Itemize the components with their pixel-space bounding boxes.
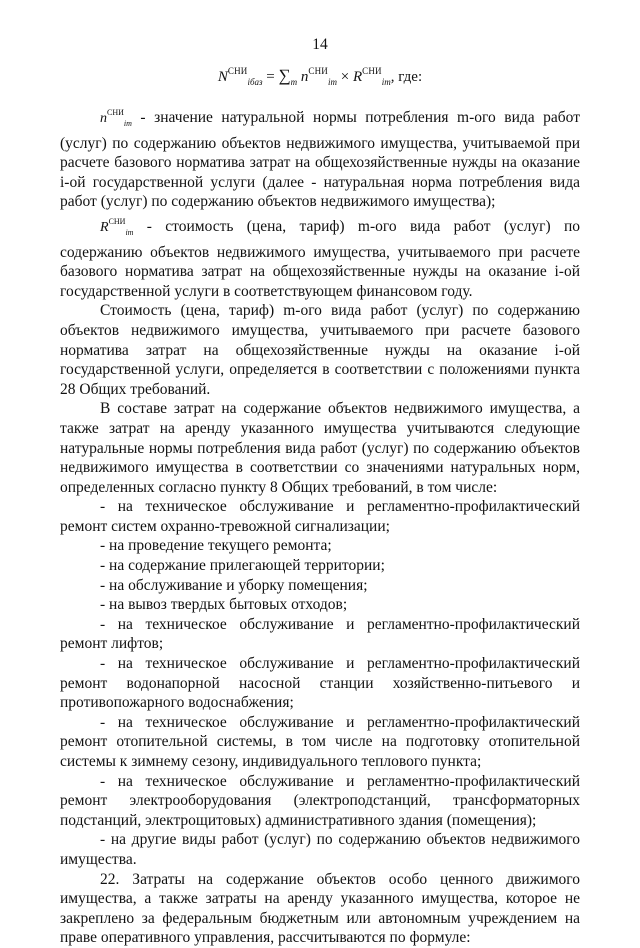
document-body: [60, 103, 580, 948]
formula-sum-index: m: [290, 77, 298, 87]
page-number: 14: [312, 36, 328, 53]
definition-n: $n^{СНИ}_{im}$ - значение натуральной нормы потребления m-ого вида работ (услуг) по содержанию объектов недвижимого имущества, учитываемой при расчете базового норматива затрат на общехозяйственные нужды на оказание i-ой государственной услуги (далее - натуральная норма потребления вида работ (услуг) по содержанию объектов недвижимого имущества);: [60, 108, 580, 211]
list-item: - на техническое обслуживание и регламентно-профилактический ремонт лифтов;: [60, 615, 580, 653]
paragraph-22: 22. Затраты на содержание объектов особо ценного движимого имущества, а также затраты на аренду указанного имущества, которое не закреплено за федеральным бюджетным или автономным учреждением на праве оперативного управления, рассчитываются по формуле:: [60, 870, 580, 947]
paragraph-norms-intro: В составе затрат на содержание объектов недвижимого имущества, а также затрат на аренду указанного имущества учитываются следующие натуральные нормы потребления вида работ (услуг) по содержанию объектов недвижимого имущества в соответствии со значениями натуральных норм, определенных согласно пункту 8 Общих требований, в том числе:: [60, 400, 580, 496]
formula-times: ×: [340, 69, 350, 85]
definition-r: $R^{СНИ}_{im}$ - стоимость (цена, тариф) m-ого вида работ (услуг) по содержанию объектов недвижимого имущества, учитываемого при расчете базового норматива затрат на общехозяйственные нужды на оказание i-ой государственной услуги в соответствующем финансовом году.: [60, 216, 580, 300]
formula-equals: =: [266, 69, 275, 85]
list-item: - на техническое обслуживание и регламентно-профилактический ремонт водонапорной насосной станции хозяйственно-питьевого и противопожарного водоснабжения;: [60, 655, 580, 712]
formula-term-n: $n^{СНИ}_{im}$: [300, 66, 337, 87]
list-item: - на содержание прилегающей территории;: [100, 557, 385, 575]
symbol-r: $R^{СНИ}_{im}$: [100, 216, 134, 237]
list-item: - на техническое обслуживание и регламентно-профилактический ремонт электрооборудования (электроподстанций, трансформаторных подстанций, электрощитовых) административного здания (помещения);: [60, 772, 580, 829]
list-item: - на техническое обслуживание и регламентно-профилактический ремонт отопительной системы, в том числе на подготовку отопительной системы к зимнему сезону, индивидуального теплового пункта;: [60, 713, 580, 770]
list-item: - на другие виды работ (услуг) по содержанию объектов недвижимого имущества.: [60, 831, 580, 868]
formula-term-r: $R^{СНИ}_{im}$: [352, 66, 391, 87]
symbol-n: $n^{СНИ}_{im}$: [100, 108, 132, 128]
paragraph-cost: Стоимость (цена, тариф) m-ого вида работ (услуг) по содержанию объектов недвижимого имущества, учитываемого при расчете базового норматива затрат на общехозяйственные нужды на оказание i-ой государственной услуги, определяется в соответствии с положениями пункта 28 Общих требований.: [60, 302, 580, 398]
formula-sum-sign: ∑: [278, 66, 291, 85]
list-item: - на обслуживание и уборку помещения;: [100, 576, 368, 594]
list-item: - на техническое обслуживание и регламентно-профилактический ремонт систем охранно-тревожной сигнализации;: [60, 498, 580, 535]
formula-tail: , где:: [390, 69, 423, 85]
formula-lhs: $N^{СНИ}_{iбаз}$: [217, 66, 263, 87]
list-item: - на вывоз твердых бытовых отходов;: [100, 596, 348, 614]
list-item: - на проведение текущего ремонта;: [100, 537, 332, 555]
formula-nsni: [0, 66, 640, 87]
